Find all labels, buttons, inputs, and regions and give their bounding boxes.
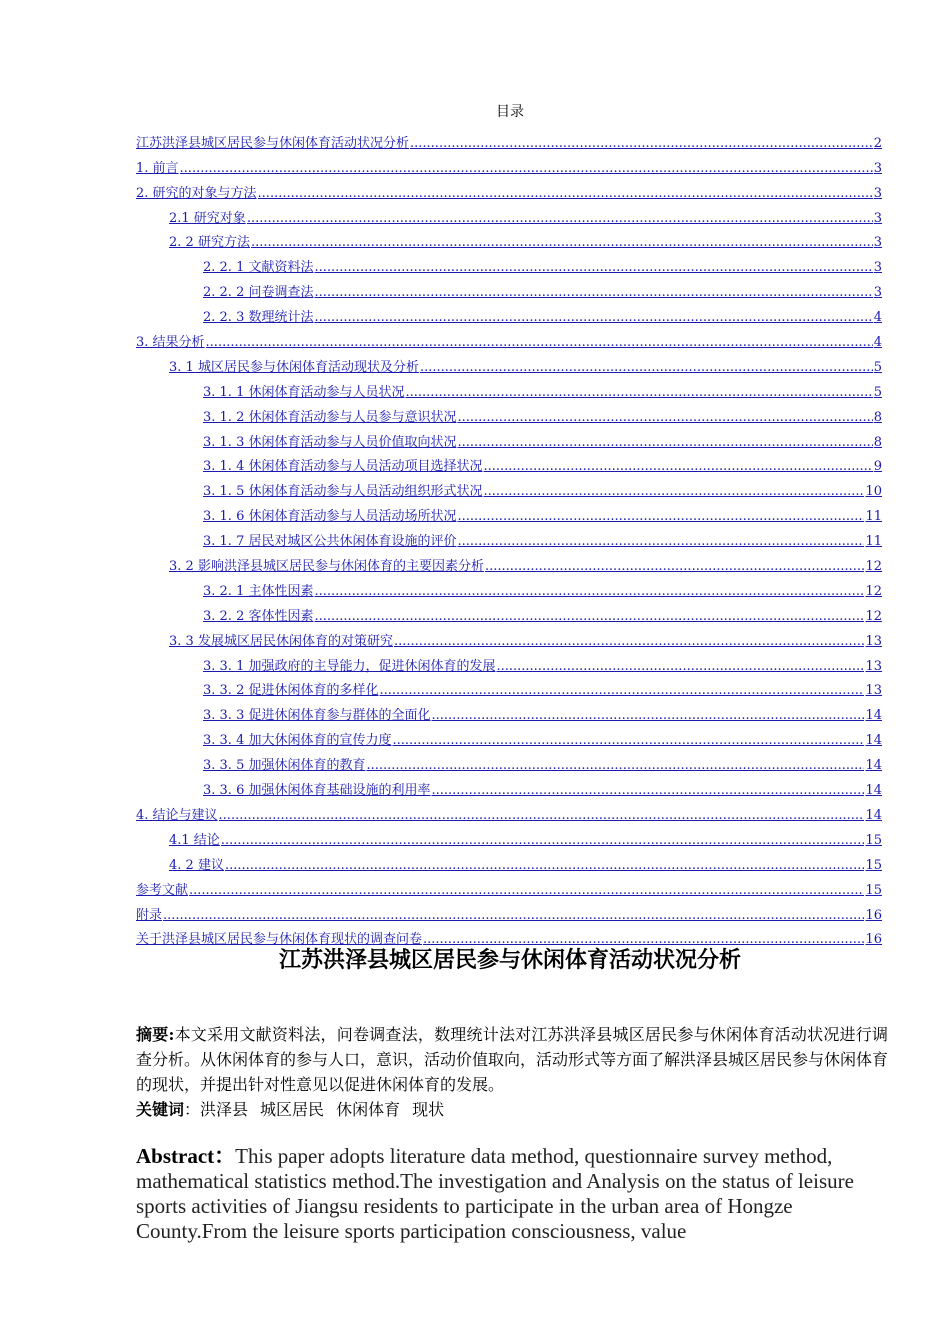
toc-entry-page[interactable]: 16 [865, 907, 882, 923]
toc-entry-page[interactable]: 12 [865, 559, 882, 575]
toc-entry-page[interactable]: 3 [873, 185, 882, 201]
toc-leader [251, 235, 873, 250]
toc-entry-page[interactable]: 14 [865, 758, 882, 774]
toc-entry-page[interactable]: 11 [865, 509, 882, 525]
toc-leader [314, 310, 872, 325]
toc-entry-text[interactable]: 2. 2. 2 问卷调查法 [203, 285, 314, 301]
toc-leader [483, 459, 872, 474]
toc-entry-page[interactable]: 8 [873, 434, 882, 450]
toc-entry-page[interactable]: 3 [873, 235, 882, 251]
toc-entry-text[interactable]: 2. 2. 1 文献资料法 [203, 260, 314, 276]
toc-entry[interactable] [136, 723, 882, 748]
toc-entry-page[interactable]: 14 [865, 733, 882, 749]
abstract-en-text: This paper adopts literature data method, questionnaire survey method, mathematical statistics method.The investigation and Analysis on the status of leisure sports activities of Jiangsu residents to participate in the urban area of Hongze County.From the leisure sports participation consciousness, value [136, 1144, 854, 1243]
abstract-label: 摘要 [136, 1025, 169, 1044]
toc-entry[interactable] [136, 524, 882, 549]
toc-entry-text[interactable]: 1. 前言 [136, 160, 179, 176]
toc-entry-text[interactable]: 3. 1. 4 休闲体育活动参与人员活动项目选择状况 [203, 459, 483, 475]
keywords [136, 1097, 888, 1122]
keywords-separator: ： [184, 1100, 201, 1119]
toc-leader [420, 360, 873, 375]
toc-entry[interactable] [136, 748, 882, 773]
abstract-english [136, 1144, 888, 1244]
table-of-contents [136, 126, 882, 947]
toc-leader [258, 186, 873, 201]
abstract-separator: : [168, 1025, 175, 1044]
toc-entry-page[interactable]: 3 [873, 260, 882, 276]
toc-entry[interactable] [136, 400, 882, 425]
toc-entry-page[interactable]: 4 [873, 310, 882, 326]
toc-leader [314, 260, 872, 275]
toc-title: 目录 [496, 104, 524, 120]
toc-entry[interactable] [136, 898, 882, 923]
toc-entry[interactable] [136, 549, 882, 574]
toc-entry-page[interactable]: 3 [873, 285, 882, 301]
toc-entry-text[interactable]: 3. 1. 6 休闲体育活动参与人员活动场所状况 [203, 509, 457, 525]
toc-entry-text[interactable]: 3. 结果分析 [136, 335, 205, 351]
toc-leader [219, 808, 865, 823]
toc-entry[interactable] [136, 624, 882, 649]
toc-leader [457, 410, 872, 425]
toc-entry-text[interactable]: 关于洪泽县城区居民参与休闲体育现状的调查问卷 [136, 932, 423, 948]
toc-entry[interactable] [136, 574, 882, 599]
toc-leader [314, 609, 864, 624]
abstract-text: 本文采用文献资料法，问卷调查法，数理统计法对江苏洪泽县城区居民参与休闲体育活动状况进行调查分析。从休闲体育的参与人口，意识，活动价值取向，活动形式等方面了解洪泽县城区居民参与休闲体育的现状，并提出针对性意见以促进休闲体育的发展。 [136, 1025, 889, 1094]
toc-entry-text[interactable]: 3. 1. 7 居民对城区公共休闲体育设施的评价 [203, 534, 457, 550]
toc-leader [394, 634, 865, 649]
toc-entry-page[interactable]: 10 [865, 484, 882, 500]
toc-entry-page[interactable]: 2 [873, 135, 882, 151]
toc-leader [314, 285, 872, 300]
toc-entry-page[interactable]: 8 [873, 409, 882, 425]
toc-entry-text[interactable]: 3. 3. 6 加强休闲体育基础设施的利用率 [203, 783, 431, 799]
keyword: 现状 [412, 1100, 445, 1119]
toc-entry-text[interactable]: 3. 3. 3 促进休闲体育参与群体的全面化 [203, 708, 431, 724]
toc-leader [431, 708, 864, 723]
toc-entry-page[interactable]: 5 [873, 384, 882, 400]
toc-entry-text[interactable]: 3. 1. 3 休闲体育活动参与人员价值取向状况 [203, 434, 457, 450]
toc-entry[interactable] [136, 275, 882, 300]
toc-entry-page[interactable]: 15 [865, 857, 882, 873]
toc-leader [180, 161, 873, 176]
toc-entry-text[interactable]: 3. 3. 5 加强休闲体育的教育 [203, 758, 366, 774]
abstract-en-separator: ： [214, 1144, 236, 1168]
toc-entry-text[interactable]: 3. 2 影响洪泽县城区居民参与休闲体育的主要因素分析 [169, 559, 484, 575]
toc-entry-page[interactable]: 14 [865, 708, 882, 724]
toc-entry-page[interactable]: 9 [873, 459, 882, 475]
toc-entry-page[interactable]: 3 [873, 160, 882, 176]
toc-entry[interactable] [136, 798, 882, 823]
toc-entry-text[interactable]: 3. 3 发展城区居民休闲体育的对策研究 [169, 633, 393, 649]
toc-entry[interactable] [136, 375, 882, 400]
toc-entry-page[interactable]: 3 [873, 210, 882, 226]
toc-leader [410, 136, 873, 151]
toc-entry[interactable] [136, 649, 882, 674]
toc-entry[interactable] [136, 599, 882, 624]
toc-entry[interactable] [136, 450, 882, 475]
toc-entry-page[interactable]: 4 [873, 335, 882, 351]
toc-entry-text[interactable]: 参考文献 [136, 882, 189, 898]
toc-entry[interactable] [136, 226, 882, 251]
toc-entry-text[interactable]: 江苏洪泽县城区居民参与休闲体育活动状况分析 [136, 135, 410, 151]
toc-leader [206, 335, 873, 350]
keywords-label: 关键词 [136, 1100, 185, 1119]
toc-leader [392, 733, 864, 748]
toc-entry[interactable] [136, 151, 882, 176]
toc-entry-page[interactable]: 13 [865, 633, 882, 649]
toc-entry[interactable] [136, 201, 882, 226]
toc-entry-text[interactable]: 3. 1. 2 休闲体育活动参与人员参与意识状况 [203, 409, 457, 425]
toc-leader [431, 783, 864, 798]
toc-leader [221, 833, 865, 848]
keyword: 洪泽县 [200, 1100, 249, 1119]
toc-entry[interactable] [136, 773, 882, 798]
toc-leader [247, 211, 873, 226]
toc-entry-text[interactable]: 4. 2 建议 [169, 857, 224, 873]
paper-title: 江苏洪泽县城区居民参与休闲体育活动状况分析 [278, 947, 741, 973]
toc-entry-text[interactable]: 3. 1. 5 休闲体育活动参与人员活动组织形式状况 [203, 484, 483, 500]
abstract-en-label: Abstract [136, 1144, 215, 1168]
toc-entry-text[interactable]: 4. 结论与建议 [136, 807, 218, 823]
toc-entry[interactable] [136, 425, 882, 450]
toc-entry[interactable] [136, 474, 882, 499]
toc-entry-page[interactable]: 5 [873, 359, 882, 375]
keyword: 休闲体育 [336, 1100, 401, 1119]
toc-entry-page[interactable]: 11 [865, 534, 882, 550]
toc-entry-text[interactable]: 3. 2. 2 客体性因素 [203, 608, 314, 624]
toc-leader [496, 659, 864, 674]
toc-entry-page[interactable]: 13 [865, 658, 882, 674]
toc-leader [189, 883, 864, 898]
toc-entry-text[interactable]: 2.1 研究对象 [169, 210, 246, 226]
toc-entry[interactable] [136, 325, 882, 350]
toc-entry[interactable] [136, 176, 882, 201]
toc-leader [485, 559, 865, 574]
toc-leader [457, 534, 864, 549]
toc-entry-page[interactable]: 16 [865, 932, 882, 948]
keyword: 城区居民 [260, 1100, 325, 1119]
toc-entry-text[interactable]: 4.1 结论 [169, 832, 220, 848]
toc-entry[interactable] [136, 698, 882, 723]
toc-entry-page[interactable]: 12 [865, 583, 882, 599]
toc-entry[interactable] [136, 674, 882, 699]
toc-leader [483, 484, 864, 499]
toc-leader [163, 908, 864, 923]
toc-entry[interactable] [136, 250, 882, 275]
toc-entry-text[interactable]: 附录 [136, 907, 163, 923]
toc-entry[interactable] [136, 300, 882, 325]
toc-entry-text[interactable]: 2. 2 研究方法 [169, 235, 250, 251]
toc-leader [457, 509, 864, 524]
toc-leader [457, 435, 872, 450]
toc-entry[interactable] [136, 350, 882, 375]
toc-entry-page[interactable]: 14 [865, 807, 882, 823]
toc-leader [225, 858, 865, 873]
toc-entry-text[interactable]: 3. 3. 1 加强政府的主导能力，促进休闲体育的发展 [203, 658, 496, 674]
toc-entry-text[interactable]: 2. 2. 3 数理统计法 [203, 310, 314, 326]
toc-entry[interactable] [136, 126, 882, 151]
toc-entry[interactable] [136, 499, 882, 524]
toc-leader [366, 758, 864, 773]
toc-entry[interactable] [136, 823, 882, 848]
toc-entry-text[interactable]: 2. 研究的对象与方法 [136, 185, 257, 201]
toc-entry-text[interactable]: 3. 1 城区居民参与休闲体育活动现状及分析 [169, 359, 419, 375]
toc-entry-page[interactable]: 14 [865, 783, 882, 799]
toc-entry-page[interactable]: 12 [865, 608, 882, 624]
toc-entry-page[interactable]: 15 [865, 882, 882, 898]
abstract-chinese [136, 1022, 888, 1097]
toc-entry-text[interactable]: 3. 1. 1 休闲体育活动参与人员状况 [203, 384, 405, 400]
toc-entry-text[interactable]: 3. 3. 4 加大休闲体育的宣传力度 [203, 733, 392, 749]
toc-entry-page[interactable]: 15 [865, 832, 882, 848]
toc-entry-text[interactable]: 3. 3. 2 促进休闲体育的多样化 [203, 683, 379, 699]
toc-entry-text[interactable]: 3. 2. 1 主体性因素 [203, 583, 314, 599]
toc-leader [379, 683, 864, 698]
toc-entry-page[interactable]: 13 [865, 683, 882, 699]
toc-leader [314, 584, 864, 599]
toc-entry[interactable] [136, 848, 882, 873]
toc-leader [405, 385, 872, 400]
toc-entry[interactable] [136, 873, 882, 898]
